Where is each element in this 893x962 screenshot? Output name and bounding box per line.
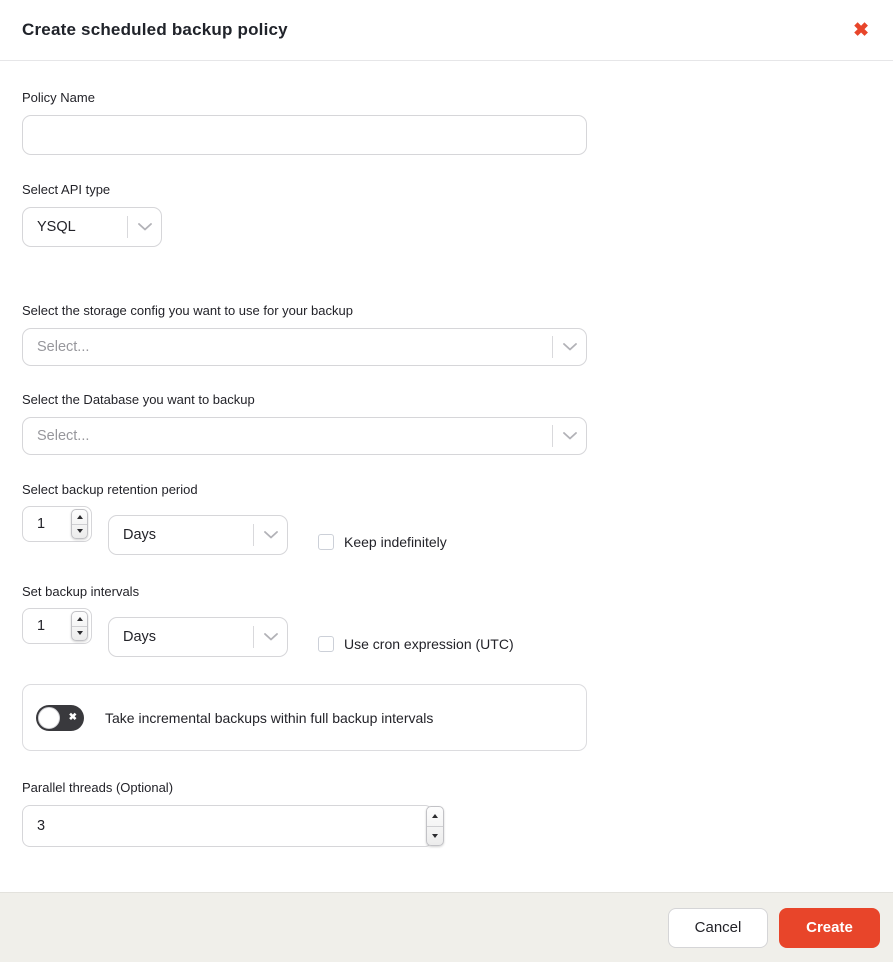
toggle-knob	[38, 707, 60, 729]
stepper-up-icon[interactable]	[72, 510, 87, 524]
database-select[interactable]	[22, 417, 587, 455]
keep-indefinitely-checkbox[interactable]	[318, 534, 334, 550]
cron-expression-checkbox-group[interactable]	[318, 636, 514, 652]
policy-name-input[interactable]	[22, 115, 587, 155]
cron-expression-label: Use cron expression (UTC)	[344, 636, 514, 652]
database-label: Select the Database you want to backup	[22, 392, 255, 407]
retention-unit-select[interactable]	[108, 515, 288, 555]
number-stepper[interactable]	[71, 509, 88, 539]
keep-indefinitely-label: Keep indefinitely	[344, 534, 447, 550]
toggle-off-icon: ✖	[68, 711, 77, 723]
incremental-backup-toggle[interactable]	[36, 705, 84, 731]
api-type-label: Select API type	[22, 182, 111, 197]
chevron-down-icon	[254, 531, 287, 539]
cancel-button[interactable]: Cancel	[668, 908, 768, 948]
modal-title: Create scheduled backup policy	[22, 20, 288, 39]
modal-body	[0, 61, 893, 847]
parallel-threads-input[interactable]	[22, 805, 433, 847]
policy-name-label: Policy Name	[22, 90, 95, 105]
storage-config-placeholder: Select...	[37, 339, 90, 355]
stepper-up-icon[interactable]	[427, 807, 443, 826]
stepper-down-icon[interactable]	[427, 826, 443, 846]
retention-row	[22, 506, 871, 555]
stepper-down-icon[interactable]	[72, 626, 87, 641]
create-button[interactable]: Create	[779, 908, 880, 948]
api-type-value: YSQL	[37, 219, 76, 235]
close-icon[interactable]: ✖	[853, 19, 869, 41]
stepper-up-icon[interactable]	[72, 612, 87, 626]
chevron-down-icon	[128, 223, 161, 231]
storage-config-select[interactable]	[22, 328, 587, 366]
number-stepper[interactable]	[426, 806, 444, 846]
keep-indefinitely-checkbox-group[interactable]	[318, 534, 447, 550]
database-placeholder: Select...	[37, 428, 90, 444]
intervals-label: Set backup intervals	[22, 584, 140, 599]
incremental-backup-panel	[22, 684, 587, 751]
number-stepper[interactable]	[71, 611, 88, 641]
incremental-backup-label: Take incremental backups within full backup intervals	[105, 709, 434, 726]
retention-label: Select backup retention period	[22, 482, 198, 497]
parallel-threads-label: Parallel threads (Optional)	[22, 780, 174, 795]
intervals-unit-select[interactable]	[108, 617, 288, 657]
intervals-unit-value: Days	[123, 629, 157, 645]
chevron-down-icon	[553, 432, 586, 440]
retention-unit-value: Days	[123, 527, 157, 543]
cron-expression-checkbox[interactable]	[318, 636, 334, 652]
stepper-down-icon[interactable]	[72, 524, 87, 539]
storage-config-label: Select the storage config you want to use for your backup	[22, 303, 353, 318]
parallel-threads-wrap	[22, 805, 433, 847]
retention-number-wrap	[22, 506, 92, 542]
modal-footer	[0, 892, 893, 962]
intervals-row	[22, 608, 871, 657]
chevron-down-icon	[553, 343, 586, 351]
chevron-down-icon	[254, 633, 287, 641]
modal-header	[0, 0, 893, 61]
intervals-number-wrap	[22, 608, 92, 644]
api-type-select[interactable]	[22, 207, 162, 247]
